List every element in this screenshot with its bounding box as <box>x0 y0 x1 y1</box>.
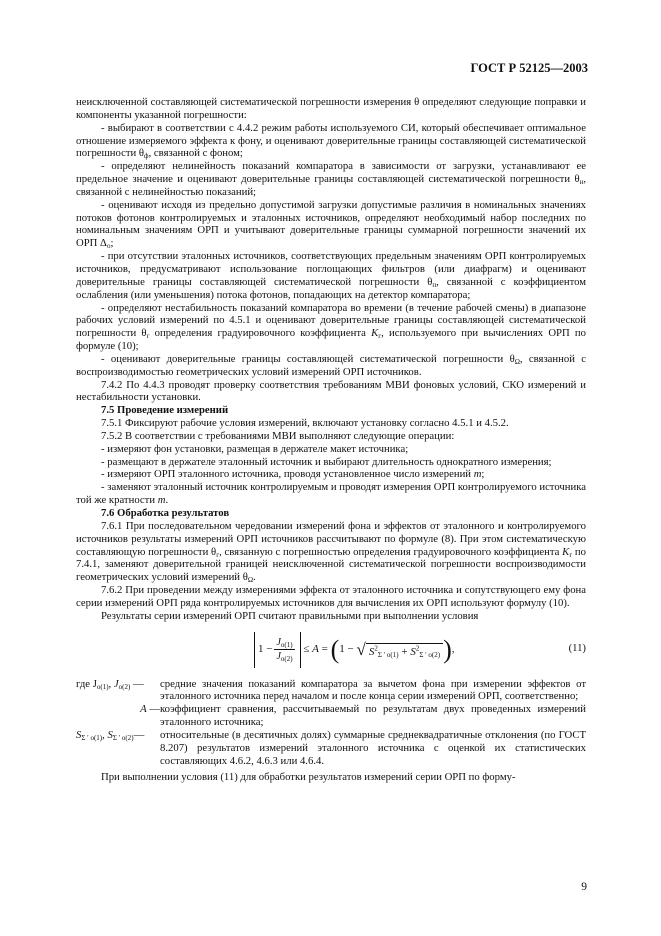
fraction: $\frac{J_{o(1)}}{J_{o(2)}}$ <box>276 637 293 664</box>
paragraph: - заменяют эталонный источник контролируемым и проводят измерения ОРП контролируемого источника той же кратности m. <box>76 481 586 507</box>
standard-header: ГОСТ Р 52125—2003 <box>470 61 588 75</box>
paragraph: - при отсутствии эталонных источников, соответствующих предельным значениям ОРП контролируемых источников, предусматривают использование поглощающих фильтров (или диафрагм) и оценивают доверительные границы составляющей систематической погрешности $\theta_п$, связанной с коэффициентом ослабления (или уменьшения) потока фотонов, попадающих на детектор компаратора; <box>76 250 586 301</box>
section-heading: 7.6 Обработка результатов <box>101 507 230 519</box>
paragraph: 7.6.1 При последовательном чередовании измерений фона и эффектов от эталонного и контролируемого источников результаты измерений ОРП источников рассчитывают по формуле (8). При этом систематическую составляющую погрешности $\theta_г$, связанную с погрешностью определения градуировочного коэффициента $K_г$ по 7.4.1, заменяют доверительной границей неисключенной систематической погрешности воспроизводимости геометрических условий измерений $\theta_\Omega$. <box>76 519 586 585</box>
section-heading: 7.5 Проведение измерений <box>101 404 229 417</box>
paragraph: 7.4.2 По 4.4.3 проводят проверку соответствия требованиям МВИ фоновых условий, СКО измерений и нестабильности установки. <box>76 378 586 404</box>
paragraph: 7.5.1 Фиксируют рабочие условия измерений, включают установку согласно 4.5.1 и 4.5.2. <box>101 417 509 430</box>
equation-number: (11) <box>568 641 586 654</box>
formula-11 <box>76 628 586 672</box>
paragraph: неисключенной составляющей систематической погрешности измерения θ определяют следующие поправки и компоненты указанной погрешности: <box>76 96 586 121</box>
paragraph: 7.6.2 При проведении между измерениями эффекта от эталонного источника и сопутствующего ему фона серии измерений ОРП ряда контролируемых источников для вычисления их ОРП используют формулу (10). <box>76 584 586 609</box>
paragraph: - выбирают в соответствии с 4.4.2 режим работы используемого СИ, который обеспечивает оптимальное отношение измеряемого эффекта к фону, и оценивают доверительные границы составляющей систематической погрешности $\theta_ф$, связанной с фоном; <box>76 121 586 161</box>
definition-row: где $J_{o(1)}$, $J_{o(2)}$ — средние значения показаний компаратора за вычетом фона при измерении эффектов от эталонного источника перед началом и после конца серии измерений ОРП, соответственно; <box>76 677 586 703</box>
definitions-list <box>76 678 586 768</box>
paragraph: - оценивают доверительные границы составляющей систематической погрешности $\theta_\Omega$, связанной с воспроизводимостью геометрических условий измерений ОРП источников. <box>76 352 586 378</box>
paragraph: 7.5.2 В соответствии с требованиями МВИ выполняют следующие операции: <box>101 429 455 442</box>
paragraph: При выполнении условия (11) для обработки результатов измерений серии ОРП по форму- <box>101 770 516 783</box>
paragraph: - определяют нестабильность показаний компаратора во времени (в течение рабочей смены) в диапазоне рабочих условий измерений по 4.5.1 и оценивают доверительные границы составляющей систематической погрешности $\theta_г$ определения градуировочного коэффициента $K_г$, используемого при вычислениях ОРП по формуле (10); <box>76 301 586 353</box>
paragraph: - определяют нелинейность показаний компаратора в зависимости от загрузки, устанавливают ее предельное значение и оценивают доверительные границы составляющей систематической погрешности $\theta_н$, связанной с нелинейностью показаний; <box>76 160 586 198</box>
page-number: 9 <box>581 881 587 893</box>
definition-row: A — коэффициент сравнения, рассчитываемый по результатам двух проведенных измерений эталонного источника; <box>140 703 586 729</box>
paragraph: Результаты серии измерений ОРП считают правильными при выполнении условия <box>101 609 479 622</box>
body-text <box>76 96 586 783</box>
paragraph: - измеряют ОРП эталонного источника, проводя установленное число измерений m; <box>101 468 485 481</box>
paragraph: - оценивают исходя из предельно допустимой загрузки допустимые различия в номинальных значениях потоков фотонов контролируемых и эталонных источников, определяют необходимый набор последних по номинальным значениям ОРП и учитывают доверительные границы суммарной погрешности значений их ОРП $\Delta_о$; <box>76 198 586 251</box>
definition-row: $S_{\Sigma ' o(1)}$, $S_{\Sigma ' o(2)}—$ относительные (в десятичных долях) суммарные среднеквадратичные отклонения (по ГОСТ 8.207) результатов измерений эталонного источника с оценкой их статистических составляющих 4.6.2, 4.6.3 или 4.6.4. <box>76 728 586 767</box>
absolute-value: 1 − $\frac{J_{o(1)}}{J_{o(2)}}$ <box>254 632 301 668</box>
paragraph: - размещают в держателе эталонный источник и выбирают длительность однократного измерения; <box>101 455 552 468</box>
paragraph: - измеряют фон установки, размещая в держателе макет источника; <box>101 442 409 455</box>
square-root: √ $S^2_{\Sigma ' o(1)} + S^2_{\Sigma ' o(2)}$ <box>356 641 443 659</box>
formula-expression: 1 − $\frac{J_{o(1)}}{J_{o(2)}}$ ≤ A = ( 1 − √ $S^2_{\Sigma ' o(1)} + S^2_{\Sigma ' o(2)}$ ) , <box>254 632 455 668</box>
